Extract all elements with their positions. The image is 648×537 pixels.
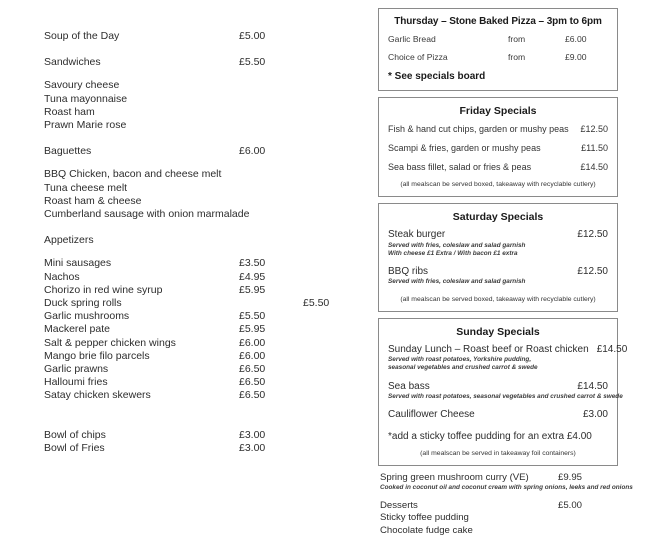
table-row xyxy=(44,389,364,402)
item-name: Duck spring rolls xyxy=(44,297,122,310)
item-description: Served with roast potatoes, Yorkshire pudding, xyxy=(388,356,532,364)
table-row xyxy=(388,381,608,394)
baguette-option: Roast ham & cheese xyxy=(44,194,142,207)
item-price: £6.50 xyxy=(239,363,266,376)
item-description: Cooked in coconut oil and coconut cream with spring onions, leeks and red onions xyxy=(380,484,633,492)
takeaway-footnote: (all mealscan be served boxed, takeaway with recyclable cutlery) xyxy=(400,181,596,188)
table-row xyxy=(44,297,364,310)
item-name: Scampi & fries, garden or mushy peas xyxy=(388,143,541,153)
takeaway-footnote: (all mealscan be served in takeaway foil containers) xyxy=(420,449,576,457)
section-heading-desserts: Desserts xyxy=(380,499,418,511)
special-item xyxy=(388,380,623,402)
menu-row-soup xyxy=(44,30,364,43)
item-price: £5.95 xyxy=(239,323,266,336)
item-name: Bowl of chips xyxy=(44,428,106,441)
item-price: £14.50 xyxy=(577,380,608,392)
table-row xyxy=(44,323,364,336)
item-price: £5.00 xyxy=(558,499,583,511)
item-price: £6.00 xyxy=(565,34,587,44)
spacer xyxy=(44,403,364,429)
item-price: £12.50 xyxy=(580,124,608,134)
pudding-addon-note: *add a sticky toffee pudding for an extra £4.00 xyxy=(388,430,592,442)
bottom-section xyxy=(378,471,633,537)
item-price: £14.50 xyxy=(580,162,608,172)
item-name: Sandwiches xyxy=(44,56,101,69)
table-row xyxy=(388,142,608,154)
menu-row-baguettes xyxy=(44,145,364,158)
item-price: £14.50 xyxy=(596,343,628,355)
friday-specials-box xyxy=(378,97,618,197)
item-name: Mango brie filo parcels xyxy=(44,349,150,362)
baguette-option: Tuna cheese melt xyxy=(44,181,128,194)
item-price: £4.95 xyxy=(239,270,266,283)
spacer xyxy=(44,69,364,79)
spacer xyxy=(380,493,616,500)
sides-list xyxy=(44,429,364,455)
item-name: Sunday Lunch – Roast beef or Roast chicken xyxy=(388,343,589,355)
appetizers-list xyxy=(44,257,364,402)
table-row xyxy=(44,350,364,363)
table-row xyxy=(388,229,608,242)
right-specials-column xyxy=(378,8,633,537)
sandwich-option: Tuna mayonnaise xyxy=(44,92,128,105)
item-price: £3.00 xyxy=(582,409,608,421)
item-description: Served with fries, coleslaw and salad garnish xyxy=(388,278,526,286)
table-row xyxy=(380,500,616,512)
table-row xyxy=(44,363,364,376)
spacer xyxy=(44,132,364,145)
item-name: Spring green mushroom curry (VE) xyxy=(380,471,529,483)
item-price: £3.00 xyxy=(239,441,266,454)
item-price: £5.50 xyxy=(239,310,266,323)
table-row xyxy=(44,257,364,270)
table-row xyxy=(44,271,364,284)
thursday-specials-box xyxy=(378,8,618,91)
table-row xyxy=(44,284,364,297)
table-row xyxy=(388,123,608,135)
box-title: Thursday – Stone Baked Pizza – 3pm to 6pm xyxy=(394,16,602,27)
sandwich-option: Prawn Marie rose xyxy=(44,119,127,132)
left-menu-column xyxy=(44,30,364,455)
item-price: £12.50 xyxy=(577,229,608,240)
item-name: Mackerel pate xyxy=(44,323,110,336)
item-price: £6.00 xyxy=(239,336,266,349)
section-heading-appetizers: Appetizers xyxy=(44,234,94,247)
item-description: With cheese £1 Extra / With bacon £1 extra xyxy=(388,249,518,257)
item-name: Satay chicken skewers xyxy=(44,389,151,402)
spacer xyxy=(44,247,364,257)
special-item xyxy=(388,409,608,422)
special-item xyxy=(388,229,608,258)
table-row xyxy=(380,472,616,484)
specials-board-note: * See specials board xyxy=(388,71,486,82)
item-name: BBQ ribs xyxy=(388,265,429,277)
sandwich-option: Savoury cheese xyxy=(44,79,120,92)
item-name: Chorizo in red wine syrup xyxy=(44,283,163,296)
table-row xyxy=(44,442,364,455)
baguette-option: BBQ Chicken, bacon and cheese melt xyxy=(44,168,222,181)
item-name: Sea bass fillet, salad or fries & peas xyxy=(388,162,532,172)
box-title: Sunday Specials xyxy=(456,325,540,338)
item-description: Served with fries, coleslaw and salad garnish xyxy=(388,241,526,249)
item-name: Garlic prawns xyxy=(44,363,109,376)
sandwich-option: Roast ham xyxy=(44,105,95,118)
item-price: £5.50 xyxy=(303,297,330,310)
takeaway-footnote: (all mealscan be served boxed, takeaway with recyclable cutlery) xyxy=(400,295,596,303)
sunday-specials-box xyxy=(378,318,628,466)
item-price: £11.50 xyxy=(581,143,608,153)
price-qualifier: from xyxy=(508,52,526,62)
item-name: Garlic Bread xyxy=(388,34,436,44)
saturday-specials-box xyxy=(378,203,618,312)
table-row xyxy=(44,429,364,442)
item-description: Served with roast potatoes, seasonal vegetables and crushed carrot & swede xyxy=(388,393,623,401)
item-price: £6.50 xyxy=(239,389,266,402)
table-row xyxy=(44,310,364,323)
item-name: Salt & pepper chicken wings xyxy=(44,336,176,349)
table-row xyxy=(388,34,608,45)
dessert-option: Sticky toffee pudding xyxy=(380,512,469,524)
dessert-option: Chocolate fudge cake xyxy=(380,524,473,536)
table-row xyxy=(388,52,608,63)
item-name: Baguettes xyxy=(44,145,92,158)
special-item xyxy=(388,266,608,287)
item-price: £12.50 xyxy=(577,265,608,277)
item-price: £5.95 xyxy=(239,283,266,296)
item-price: £5.50 xyxy=(239,56,266,69)
baguette-option: Cumberland sausage with onion marmalade xyxy=(44,208,250,221)
table-row xyxy=(388,266,608,279)
spacer xyxy=(44,158,364,168)
item-price: £9.95 xyxy=(558,471,583,483)
box-title: Saturday Specials xyxy=(452,211,544,223)
item-price: £9.00 xyxy=(565,52,587,62)
item-name: Choice of Pizza xyxy=(388,52,448,62)
table-row xyxy=(388,161,608,173)
table-row xyxy=(388,343,628,357)
item-name: Bowl of Fries xyxy=(44,441,105,454)
menu-row-sandwiches xyxy=(44,56,364,69)
item-price: £5.00 xyxy=(239,30,266,42)
item-name: Nachos xyxy=(44,270,80,283)
item-name: Mini sausages xyxy=(44,257,112,270)
item-price: £6.00 xyxy=(239,145,266,158)
item-name: Garlic mushrooms xyxy=(44,310,130,323)
spacer xyxy=(44,43,364,56)
item-price: £6.00 xyxy=(239,349,266,362)
item-price: £3.00 xyxy=(239,428,266,441)
item-name: Sea bass xyxy=(388,380,430,392)
item-price: £6.50 xyxy=(239,376,266,389)
item-description: seasonal vegetables and crushed carrot & swede xyxy=(388,364,538,372)
special-item xyxy=(388,343,628,373)
item-name: Halloumi fries xyxy=(44,376,108,389)
item-name: Fish & hand cut chips, garden or mushy peas xyxy=(388,124,569,134)
spacer xyxy=(44,221,364,234)
item-name: Steak burger xyxy=(388,229,446,240)
box-title: Friday Specials xyxy=(459,105,537,117)
item-name: Soup of the Day xyxy=(44,30,120,42)
item-price: £3.50 xyxy=(239,257,266,270)
item-name: Cauliflower Cheese xyxy=(388,409,475,421)
table-row xyxy=(44,337,364,350)
table-row xyxy=(44,376,364,389)
price-qualifier: from xyxy=(508,34,526,44)
table-row xyxy=(388,409,608,422)
